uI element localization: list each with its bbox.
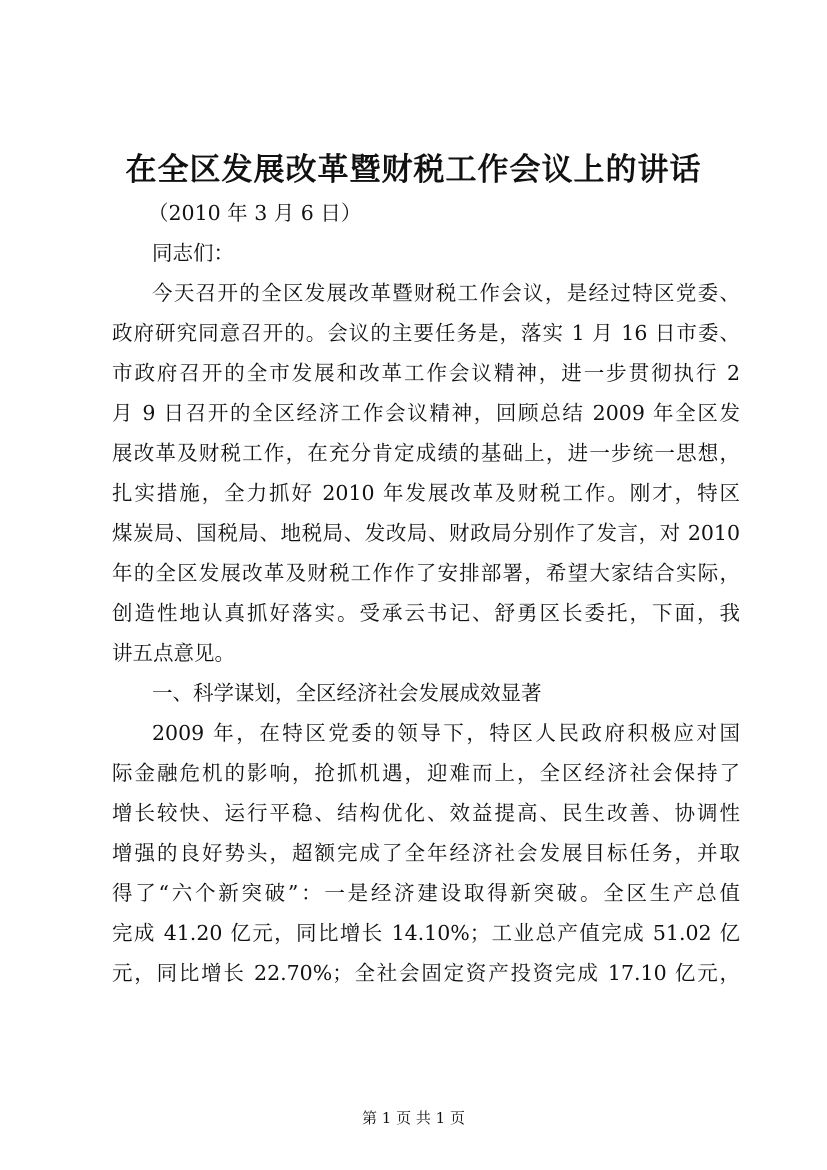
document-date: （2010 年 3 月 6 日）	[148, 201, 362, 225]
body-line: 市政府召开的全市发展和改革工作会议精神，进一步贯彻执行 2	[112, 361, 740, 385]
body-line: 元，同比增长 22.70%；全社会固定资产投资完成 17.10 亿元，	[112, 961, 740, 985]
body-line: 得了“六个新突破”：一是经济建设取得新突破。全区生产总值	[112, 881, 740, 905]
section-heading: 一、科学谋划，全区经济社会发展成效显著	[152, 681, 542, 705]
page-number: 第 1 页 共 1 页	[362, 1109, 465, 1127]
body-line: 2009 年，在特区党委的领导下，特区人民政府积极应对国	[152, 721, 740, 745]
body-line: 月 9 日召开的全区经济工作会议精神，回顾总结 2009 年全区发	[112, 401, 740, 425]
document-title: 在全区发展改革暨财税工作会议上的讲话	[125, 152, 702, 188]
body-line: 煤炭局、国税局、地税局、发改局、财政局分别作了发言，对 2010	[112, 521, 740, 545]
body-line: 政府研究同意召开的。会议的主要任务是，落实 1 月 16 日市委、	[112, 321, 740, 345]
body-line: 增长较快、运行平稳、结构优化、效益提高、民生改善、协调性	[112, 801, 740, 825]
salutation: 同志们：	[152, 241, 234, 265]
body-line: 际金融危机的影响，抢抓机遇，迎难而上，全区经济社会保持了	[112, 761, 740, 785]
body-line: 今天召开的全区发展改革暨财税工作会议，是经过特区党委、	[152, 281, 740, 305]
body-line: 创造性地认真抓好落实。受承云书记、舒勇区长委托，下面，我	[112, 601, 740, 625]
body-line: 完成 41.20 亿元，同比增长 14.10%；工业总产值完成 51.02 亿	[112, 921, 740, 945]
body-line: 讲五点意见。	[112, 641, 235, 665]
body-line: 扎实措施，全力抓好 2010 年发展改革及财税工作。刚才，特区	[112, 481, 740, 505]
body-line: 增强的良好势头，超额完成了全年经济社会发展目标任务，并取	[112, 841, 740, 865]
body-line: 年的全区发展改革及财税工作作了安排部署，希望大家结合实际，	[112, 561, 740, 585]
body-line: 展改革及财税工作，在充分肯定成绩的基础上，进一步统一思想，	[112, 441, 740, 465]
